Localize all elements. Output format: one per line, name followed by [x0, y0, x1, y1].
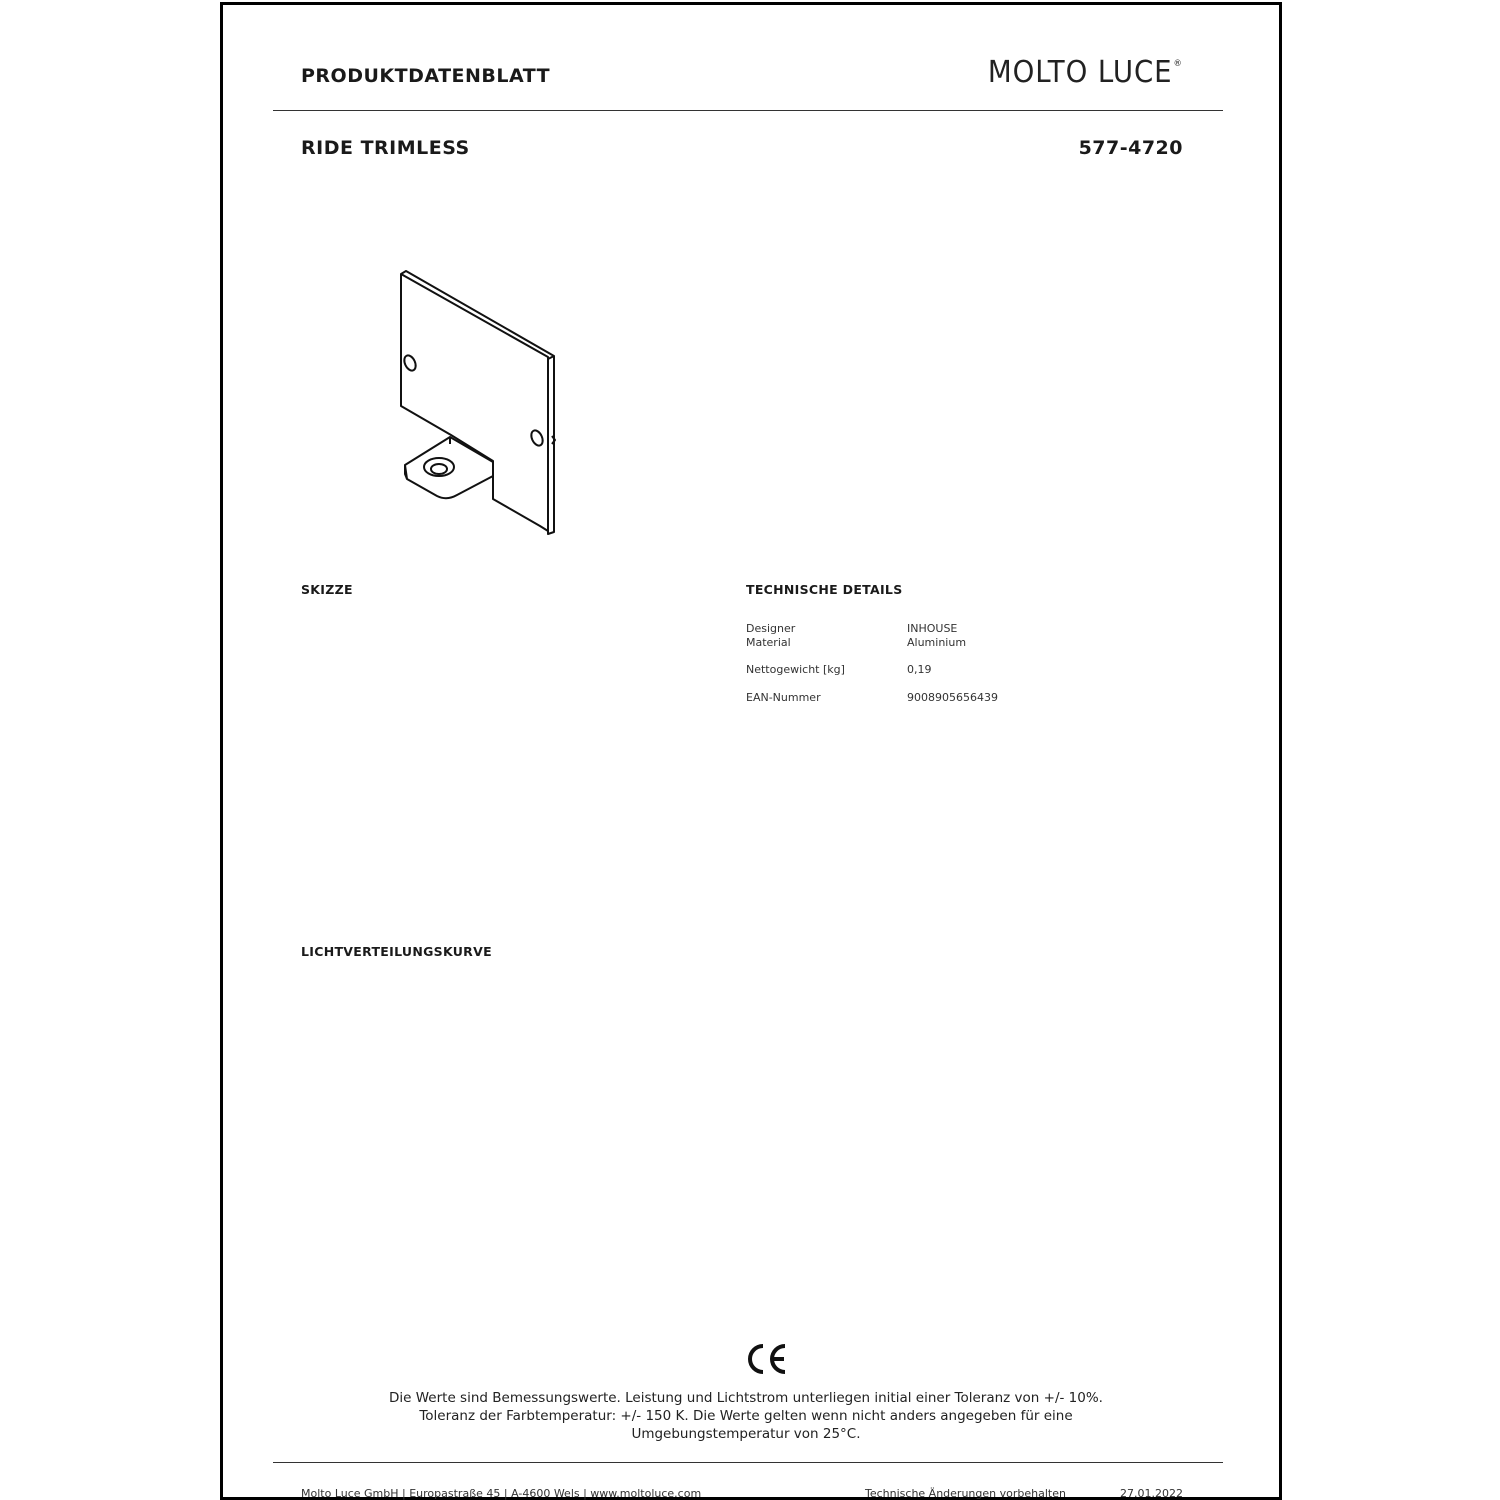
- section-heading-technical-details: TECHNISCHE DETAILS: [746, 582, 903, 597]
- product-sketch-drawing: [395, 268, 560, 536]
- spec-value-designer: INHOUSE: [907, 622, 958, 635]
- footer-change-notice: Technische Änderungen vorbehalten: [865, 1487, 1066, 1500]
- footer-company-info: Molto Luce GmbH | Europastraße 45 | A-4600 Wels | www.moltoluce.com: [301, 1487, 702, 1500]
- spec-label-net-weight: Nettogewicht [kg]: [746, 663, 845, 676]
- product-name: RIDE TRIMLESS: [301, 137, 470, 159]
- document-title: PRODUKTDATENBLATT: [301, 65, 551, 87]
- section-heading-light-distribution: LICHTVERTEILUNGSKURVE: [301, 944, 492, 959]
- disclaimer-text: [301, 1389, 1191, 1443]
- brand-logo: [988, 55, 1183, 90]
- spec-value-ean: 9008905656439: [907, 691, 998, 704]
- disclaimer-line-1: Die Werte sind Bemessungswerte. Leistung und Lichtstrom unterliegen initial einer Toleranz von +/- 10%.: [389, 1390, 1103, 1406]
- disclaimer-line-3: Umgebungstemperatur von 25°C.: [631, 1426, 861, 1442]
- spec-label-designer: Designer: [746, 622, 796, 635]
- product-code: 577-4720: [1078, 137, 1183, 159]
- header-divider: [273, 110, 1223, 111]
- footer-divider: [273, 1462, 1223, 1463]
- spec-value-net-weight: 0,19: [907, 663, 932, 676]
- disclaimer-line-2: Toleranz der Farbtemperatur: +/- 150 K. Die Werte gelten wenn nicht anders angegeben für eine: [419, 1408, 1073, 1424]
- spec-label-ean: EAN-Nummer: [746, 691, 821, 704]
- ce-mark-icon: [745, 1341, 789, 1377]
- datasheet-page: [220, 2, 1282, 1500]
- spec-value-material: Aluminium: [907, 636, 967, 649]
- brand-logo-text: MOLTO LUCE: [988, 55, 1173, 90]
- spec-label-material: Material: [746, 636, 791, 649]
- registered-mark: ®: [1173, 59, 1183, 69]
- footer-date: 27.01.2022: [1120, 1487, 1183, 1500]
- section-heading-sketch: SKIZZE: [301, 582, 353, 597]
